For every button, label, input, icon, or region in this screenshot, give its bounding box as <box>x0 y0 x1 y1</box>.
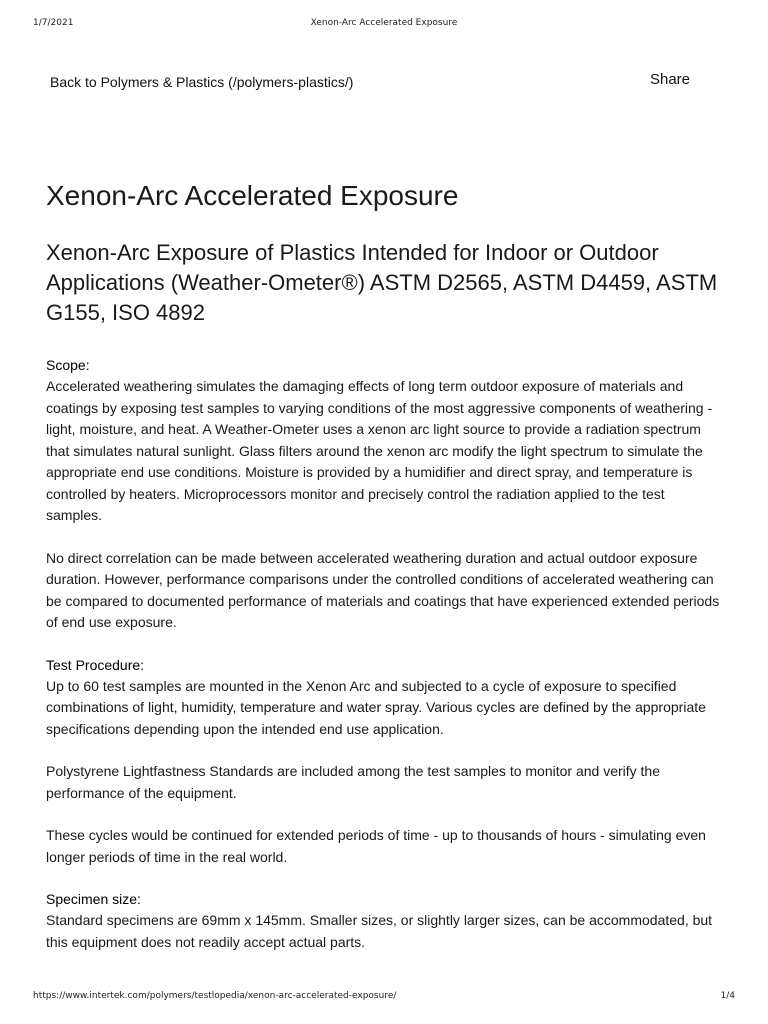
section-heading-test-procedure: Test Procedure: <box>46 656 145 673</box>
print-header <box>0 18 768 32</box>
section-test-procedure <box>46 655 722 869</box>
section-heading-scope: Scope: <box>46 357 90 373</box>
print-doc-title: Xenon-Arc Accelerated Exposure <box>310 18 458 28</box>
section-scope <box>46 355 722 634</box>
paragraph: Accelerated weathering simulates the damaging effects of long term outdoor exposure of materials and coatings by exposing test samples to varying conditions of the most aggressive components of weathering - light, moisture, and heat. A Weather-Ometer uses a xenon arc light source to provide a radiation spectrum that simulates natural sunlight. Glass filters around the xenon arc modify the light spectrum to simulate the appropriate end use conditions. Moisture is provided by a humidifier and direct spray, and temperature is controlled by heaters. Microprocessors monitor and precisely control the radiation applied to the test samples. <box>46 378 713 523</box>
share-button[interactable]: Share <box>649 71 690 88</box>
print-footer <box>0 991 768 1005</box>
paragraph: Standard specimens are 69mm x 145mm. Smaller sizes, or slightly larger sizes, can be accommodated, but this equipment does not readily accept actual parts. <box>46 912 713 950</box>
paragraph: No direct correlation can be made between accelerated weathering duration and actual outdoor exposure duration. However, performance comparisons under the controlled conditions of accelerated weathering can be compared to documented performance of materials and coatings that have experienced extended periods of end use exposure. <box>46 549 720 630</box>
top-nav <box>50 72 690 96</box>
article <box>46 176 722 953</box>
page-title: Xenon-Arc Accelerated Exposure <box>46 180 459 211</box>
paragraph: These cycles would be continued for extended periods of time - up to thousands of hours - simulating even longer periods of time in the real world. <box>46 827 706 865</box>
section-heading-specimen-size: Specimen size: <box>46 891 141 907</box>
page-count: 1/4 <box>720 991 735 1001</box>
page-subtitle: Xenon-Arc Exposure of Plastics Intended for Indoor or Outdoor Applications (Weather-Ometer®) ASTM D2565, ASTM D4459, ASTM G155, ISO 4892 <box>46 240 718 325</box>
paragraph: Polystyrene Lightfastness Standards are included among the test samples to monitor and verify the performance of the equipment. <box>46 763 661 801</box>
back-to-polymers-link[interactable]: Back to Polymers & Plastics (/polymers-plastics/) <box>50 74 354 90</box>
paragraph: Up to 60 test samples are mounted in the Xenon Arc and subjected to a cycle of exposure to specified combinations of light, humidity, temperature and water spray. Various cycles are defined by the appropriate specifications depending upon the intended end use application. <box>46 677 706 737</box>
print-url: https://www.intertek.com/polymers/testlopedia/xenon-arc-accelerated-exposure/ <box>33 991 397 1001</box>
print-date: 1/7/2021 <box>33 18 74 28</box>
section-specimen-size <box>46 889 722 953</box>
